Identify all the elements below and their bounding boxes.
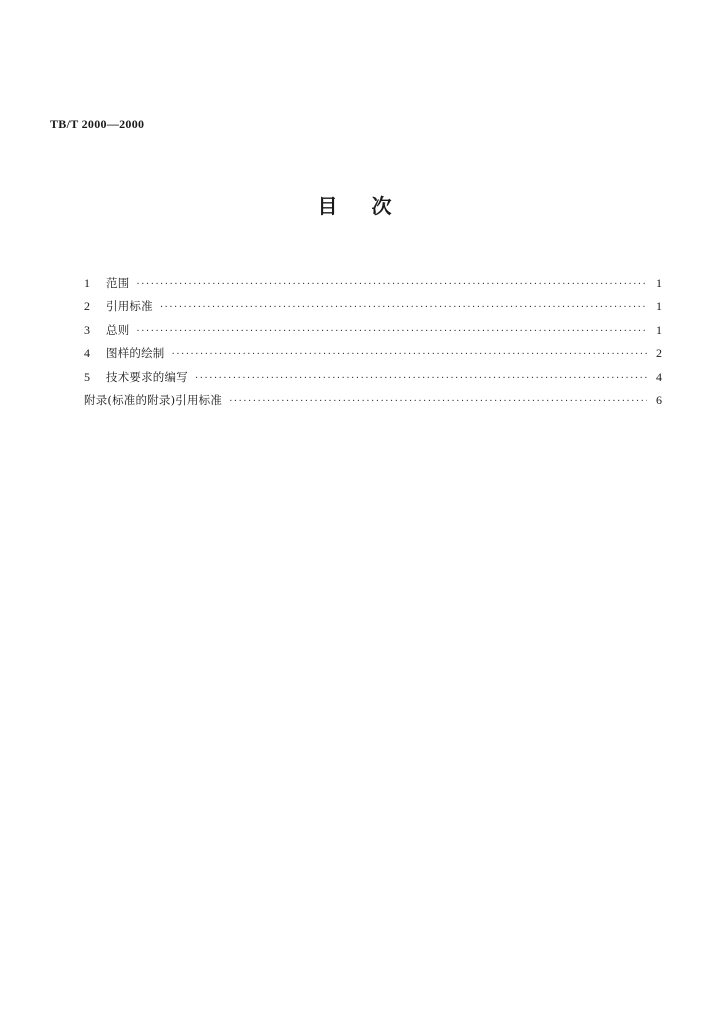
toc-entry-page: 6 xyxy=(656,392,662,407)
toc-entry-page: 1 xyxy=(656,322,662,337)
toc-entry-page: 2 xyxy=(656,346,662,361)
toc-leader-dots xyxy=(136,273,647,296)
toc-entry-page: 4 xyxy=(656,369,662,384)
toc-entry xyxy=(84,295,662,318)
toc-entry-number: 5 xyxy=(84,369,90,384)
toc-entry-number: 2 xyxy=(84,299,90,314)
toc-leader-dots xyxy=(172,343,648,366)
toc-entry-number: 4 xyxy=(84,346,90,361)
toc-entry-label: 附录(标准的附录)引用标准 xyxy=(84,392,223,407)
document-code: TB/T 2000—2000 xyxy=(50,117,145,131)
toc-leader-dots xyxy=(136,320,647,343)
toc-leader-dots xyxy=(160,296,647,319)
toc-entry xyxy=(84,366,662,389)
toc-leader-dots xyxy=(195,367,647,390)
toc-entry-label: 范围 xyxy=(106,276,130,290)
toc-title: 目次 xyxy=(317,194,426,218)
toc-entry xyxy=(84,272,662,295)
toc-entry-number: 3 xyxy=(84,322,90,337)
toc-entry-number: 1 xyxy=(84,276,90,290)
toc-entry-label: 引用标准 xyxy=(106,299,153,314)
toc-entry xyxy=(84,319,662,342)
toc-entry-label: 图样的绘制 xyxy=(106,346,165,361)
toc-leader-dots xyxy=(229,390,647,413)
toc-entry-label: 总则 xyxy=(106,322,130,337)
toc-entry xyxy=(84,342,662,365)
toc-entry-page: 1 xyxy=(656,299,662,314)
toc-list xyxy=(84,272,662,412)
toc-entry-appendix xyxy=(84,389,662,412)
toc-entry-page: 1 xyxy=(656,276,662,290)
toc-entry-label: 技术要求的编写 xyxy=(106,369,188,384)
